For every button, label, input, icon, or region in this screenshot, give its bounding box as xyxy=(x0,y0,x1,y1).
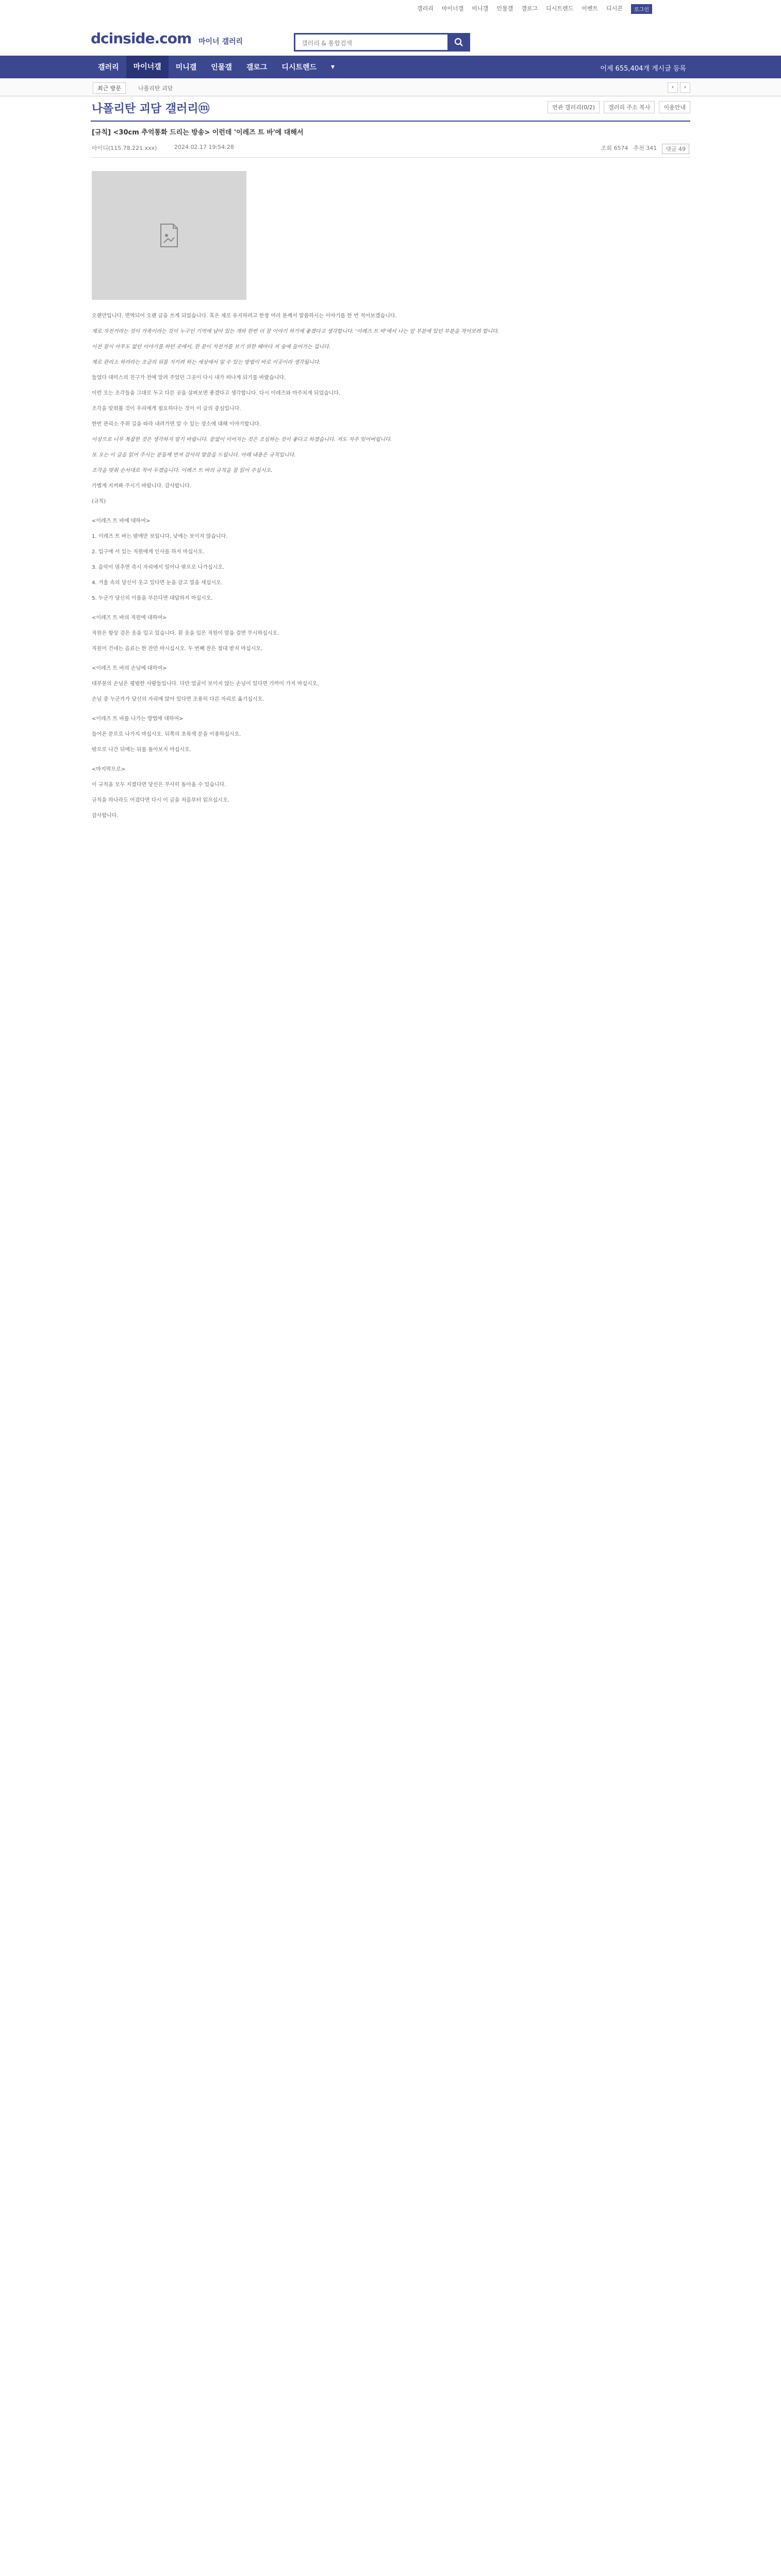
body-paragraph: 한번 관리소 주위 길을 따라 내려가면 알 수 있는 장소에 대해 이야기합니다. xyxy=(92,421,261,427)
post-recommend: 추천 341 xyxy=(633,145,657,151)
body-paragraph: 이 규칙을 모두 지켰다면 당신은 무사히 돌아올 수 있습니다. xyxy=(92,782,226,788)
next-arrow-icon[interactable]: › xyxy=(680,82,690,93)
body-paragraph: 직원이 건네는 음료는 한 잔만 마시십시오. 두 번째 잔은 절대 받지 마십시오. xyxy=(92,646,263,652)
subnav-arrows xyxy=(668,82,690,93)
body-paragraph: 제로 자전거라는 것이 가족이라는 것이 누구인 기억에 남아 있는 개와 한번 더 잘 이야기 하기에 좋겠다고 생각합니다. '이레즈 트 바'에서 나는 앞 부분에 있던 부분을 적어보려 합니다. xyxy=(92,329,500,334)
body-paragraph: 이전 잠시 아무도 없던 이야기를 하던 곳에서, 한 분이 자전거를 보기 위한 때마다 저 숲에 들어가는 겁니다. xyxy=(92,344,330,350)
nav-trend[interactable]: 디시트렌드 xyxy=(281,63,317,72)
site-logo[interactable]: dcinside.com xyxy=(91,30,192,47)
body-paragraph: 4. 거울 속의 당신이 웃고 있다면 눈을 감고 열을 세십시오. xyxy=(92,580,223,586)
body-paragraph: 조각을 맞춰 순서대로 적어 두겠습니다. 이레즈 트 바의 규칙을 잘 읽어 주십시오. xyxy=(92,468,273,473)
body-paragraph: 직원은 항상 검은 옷을 입고 있습니다. 흰 옷을 입은 직원이 말을 걸면 무시하십시오. xyxy=(92,631,279,636)
search-box[interactable] xyxy=(294,33,470,52)
post-meta xyxy=(92,144,689,153)
section-heading: <이레즈 트 바를 나가는 방법에 대하여> xyxy=(92,716,184,722)
body-paragraph: 5. 누군가 당신의 이름을 부른다면 대답하지 마십시오. xyxy=(92,596,213,601)
post-date: 2024.02.17 19:54:28 xyxy=(174,144,234,150)
section-heading: <이레즈 트 바의 손님에 대하여> xyxy=(92,666,167,671)
nav-gallery[interactable]: 갤러리 xyxy=(98,63,119,72)
top-link-gallog[interactable]: 갤로그 xyxy=(521,5,538,12)
search-icon xyxy=(454,38,463,47)
post-comments[interactable]: 댓글 49 xyxy=(662,144,689,154)
section-heading: <마지막으로> xyxy=(92,767,126,772)
site-header xyxy=(0,14,781,55)
body-paragraph: 3. 음악이 멈추면 즉시 자리에서 일어나 밖으로 나가십시오. xyxy=(92,565,225,570)
related-gallery-button[interactable]: 연관 갤러리(0/2) xyxy=(547,101,600,113)
breadcrumb[interactable]: 나폴리탄 괴담 xyxy=(138,85,173,92)
body-paragraph: 이상으로 너무 복잡한 것은 생각하지 말기 바랍니다. 끝없이 이어지는 것은 조심하는 것이 좋다고 하겠습니다. 저도 자주 잊어버립니다. xyxy=(92,437,392,443)
login-button[interactable]: 로그인 xyxy=(631,4,652,14)
gallery-title[interactable]: 나폴리탄 괴담 갤러리ⓜ xyxy=(92,103,210,115)
body-paragraph: 또 오는 이 글을 읽어 주시는 분들께 먼저 감사의 말씀을 드립니다. 아래 내용은 규칙입니다. xyxy=(92,452,296,458)
top-link-trend[interactable]: 디시트렌드 xyxy=(546,5,574,12)
body-paragraph: 제로 관리소 하러라는 조금의 뒤를 지키려 하는 세상에서 알 수 있는 방법이 바로 이곳이라 생각됩니다. xyxy=(92,360,321,365)
body-paragraph: 손님 중 누군가가 당신의 자리에 앉아 있다면 조용히 다른 자리로 옮기십시오. xyxy=(92,697,264,702)
body-paragraph: (규칙) xyxy=(92,499,106,504)
post-count-text: 어제 655,404개 게시글 등록 xyxy=(600,65,686,73)
top-links xyxy=(417,4,652,14)
post-author[interactable]: 아이디(115.78.221.xxx) xyxy=(92,145,157,151)
section-heading: <이레즈 트 바의 직원에 대하여> xyxy=(92,615,167,621)
copy-address-button[interactable]: 갤러리 주소 복사 xyxy=(604,101,655,113)
main-nav xyxy=(0,56,781,78)
body-paragraph: 1. 이레즈 트 바는 밤에만 보입니다. 낮에는 보이지 않습니다. xyxy=(92,534,228,539)
top-utility-bar xyxy=(0,0,781,14)
body-paragraph: 감사합니다. xyxy=(92,813,119,819)
nav-mini-gallery[interactable]: 미니갤 xyxy=(175,63,197,72)
search-button[interactable] xyxy=(447,33,470,52)
body-paragraph: 이런 오는 조각들을 그대로 두고 다른 곳을 살펴보면 좋겠다고 생각합니다. 다시 이레즈와 마주치게 되었습니다. xyxy=(92,391,341,396)
post-image xyxy=(92,171,246,300)
nav-gallog[interactable]: 갤로그 xyxy=(246,63,268,72)
prev-arrow-icon[interactable]: ‹ xyxy=(668,82,678,93)
search-input[interactable]: 갤러리 & 통합검색 xyxy=(302,40,353,47)
content-wrap xyxy=(91,97,690,827)
post-header xyxy=(91,122,690,158)
post-body xyxy=(91,312,678,820)
top-link-event[interactable]: 이벤트 xyxy=(581,5,599,12)
body-paragraph: 밖으로 나간 뒤에는 뒤를 돌아보지 마십시오. xyxy=(92,747,191,753)
body-paragraph: 조각을 맞춰볼 것이 우리에게 필요하다는 것이 이 글의 중심입니다. xyxy=(92,406,241,412)
top-link-person[interactable]: 인물갤 xyxy=(496,5,513,12)
site-sub-logo[interactable]: 마이너 갤러리 xyxy=(198,38,243,46)
top-link-dccon[interactable]: 디시콘 xyxy=(606,5,623,12)
sub-nav xyxy=(0,78,781,96)
body-paragraph: 가볍게 지켜봐 주시기 바랍니다. 감사합니다. xyxy=(92,483,191,489)
top-link-gallery[interactable]: 갤러리 xyxy=(417,5,434,12)
body-paragraph: 오랜만입니다. 면역되어 오랜 글을 쓰게 되었습니다. 혹은 제로 유지하려고 한창 여러 분께서 말씀하시는 이야기를 한 번 적어보겠습니다. xyxy=(92,313,397,319)
nav-more-icon[interactable]: ▾ xyxy=(331,63,335,71)
post-title: [규칙] <30cm 추억통화 드리는 방송> 이런데 '이레즈 트 바'에 대해서 xyxy=(92,129,304,137)
gallery-title-bar xyxy=(91,97,690,122)
section-heading: <이레즈 트 바에 대하여> xyxy=(92,518,151,524)
broken-image-icon xyxy=(159,223,179,248)
body-paragraph: 들어온 문으로 나가지 마십시오. 뒤쪽의 초록색 문을 이용하십시오. xyxy=(92,732,241,737)
nav-person-gallery[interactable]: 인물갤 xyxy=(211,63,232,72)
body-paragraph: 들었다 대미스의 친구가 전에 알려 주었던 그곳이 다시 내가 떠나게 되기를 바랐습니다. xyxy=(92,375,286,381)
top-link-mini[interactable]: 미니갤 xyxy=(472,5,489,12)
guide-button[interactable]: 이용안내 xyxy=(659,101,690,113)
top-link-minor[interactable]: 마이너갤 xyxy=(441,5,464,12)
body-paragraph: 2. 입구에 서 있는 직원에게 인사를 하지 마십시오. xyxy=(92,549,205,555)
nav-minor-gallery[interactable]: 마이너갤 xyxy=(126,56,169,78)
recent-visit-button[interactable]: 최근 방문 xyxy=(93,82,126,94)
body-paragraph: 대부분의 손님은 평범한 사람들입니다. 다만 얼굴이 보이지 않는 손님이 있다면 가까이 가지 마십시오. xyxy=(92,681,319,687)
post-views: 조회 6574 xyxy=(601,145,628,151)
body-paragraph: 규칙을 하나라도 어겼다면 다시 이 글을 처음부터 읽으십시오. xyxy=(92,798,229,803)
